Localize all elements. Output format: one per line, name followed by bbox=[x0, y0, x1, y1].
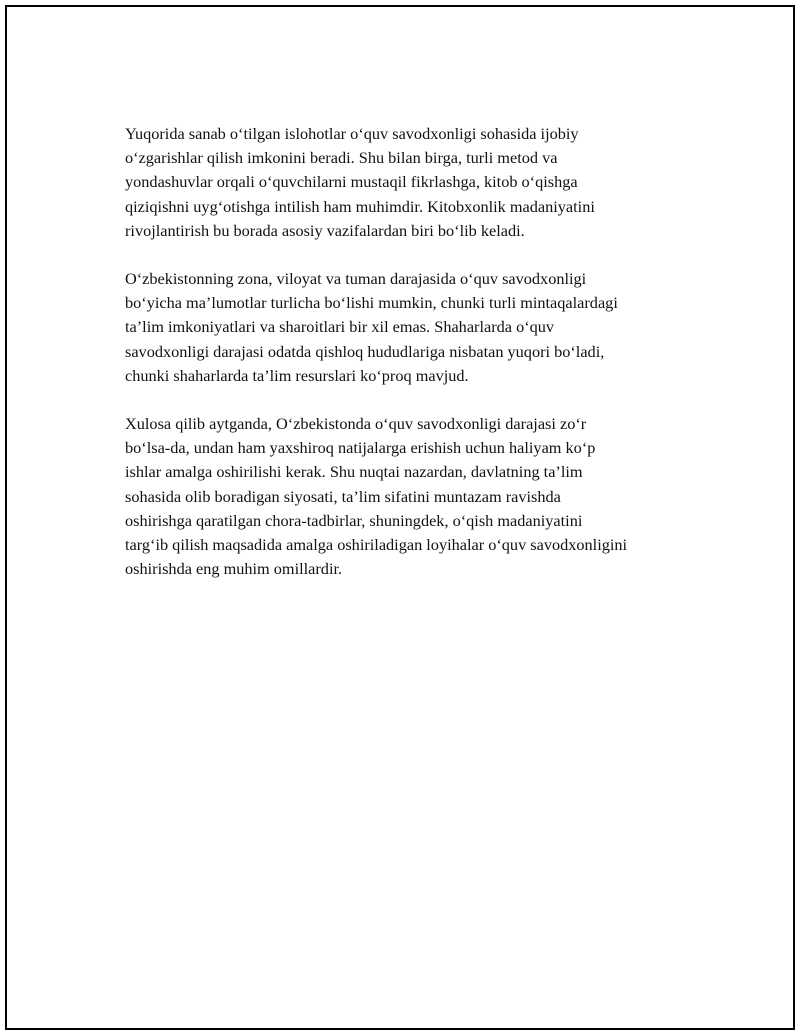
text-line: rivojlantirish bu borada asosiy vazifalardan biri bo‘lib keladi. bbox=[125, 220, 525, 240]
text-line: qiziqishni uyg‘otishga intilish ham muhimdir. Kitobxonlik madaniyatini bbox=[125, 196, 595, 216]
text-line: O‘zbekistonning zona, viloyat va tuman darajasida o‘quv savodxonligi bbox=[125, 269, 587, 289]
text-line: sohasida olib boradigan siyosati, ta’lim sifatini muntazam ravishda bbox=[125, 486, 561, 506]
text-line: bo‘yicha ma’lumotlar turlicha bo‘lishi mumkin, chunki turli mintaqalardagi bbox=[125, 293, 618, 313]
text-line: oshirishda eng muhim omillardir. bbox=[125, 559, 343, 579]
document-body bbox=[125, 122, 705, 605]
text-line: o‘zgarishlar qilish imkonini beradi. Shu bilan birga, turli metod va bbox=[125, 148, 558, 168]
text-line: oshirishga qaratilgan chora-tadbirlar, shuningdek, o‘qish madaniyatini bbox=[125, 510, 583, 530]
text-line: ishlar amalga oshirilishi kerak. Shu nuqtai nazardan, davlatning ta’lim bbox=[125, 462, 583, 482]
text-line: chunki shaharlarda ta’lim resurslari ko‘proq mavjud. bbox=[125, 365, 469, 385]
text-line: savodxonligi darajasi odatda qishloq hududlariga nisbatan yuqori bo‘ladi, bbox=[125, 341, 605, 361]
text-line: Yuqorida sanab o‘tilgan islohotlar o‘quv savodxonligi sohasida ijobiy bbox=[125, 124, 579, 143]
text-line: ta’lim imkoniyatlari va sharoitlari bir xil emas. Shaharlarda o‘quv bbox=[125, 317, 555, 337]
paragraph-3 bbox=[125, 412, 705, 581]
page-frame bbox=[5, 5, 795, 1030]
text-line: bo‘lsa-da, undan ham yaxshiroq natijalarga erishish uchun haliyam ko‘p bbox=[125, 438, 596, 458]
text-line: yondashuvlar orqali o‘quvchilarni mustaqil fikrlashga, kitob o‘qishga bbox=[125, 172, 578, 192]
paragraph-1 bbox=[125, 122, 705, 243]
paragraph-2 bbox=[125, 267, 705, 388]
text-line: Xulosa qilib aytganda, O‘zbekistonda o‘quv savodxonligi darajasi zo‘r bbox=[125, 414, 587, 434]
text-line: targ‘ib qilish maqsadida amalga oshiriladigan loyihalar o‘quv savodxonligini bbox=[125, 535, 628, 555]
